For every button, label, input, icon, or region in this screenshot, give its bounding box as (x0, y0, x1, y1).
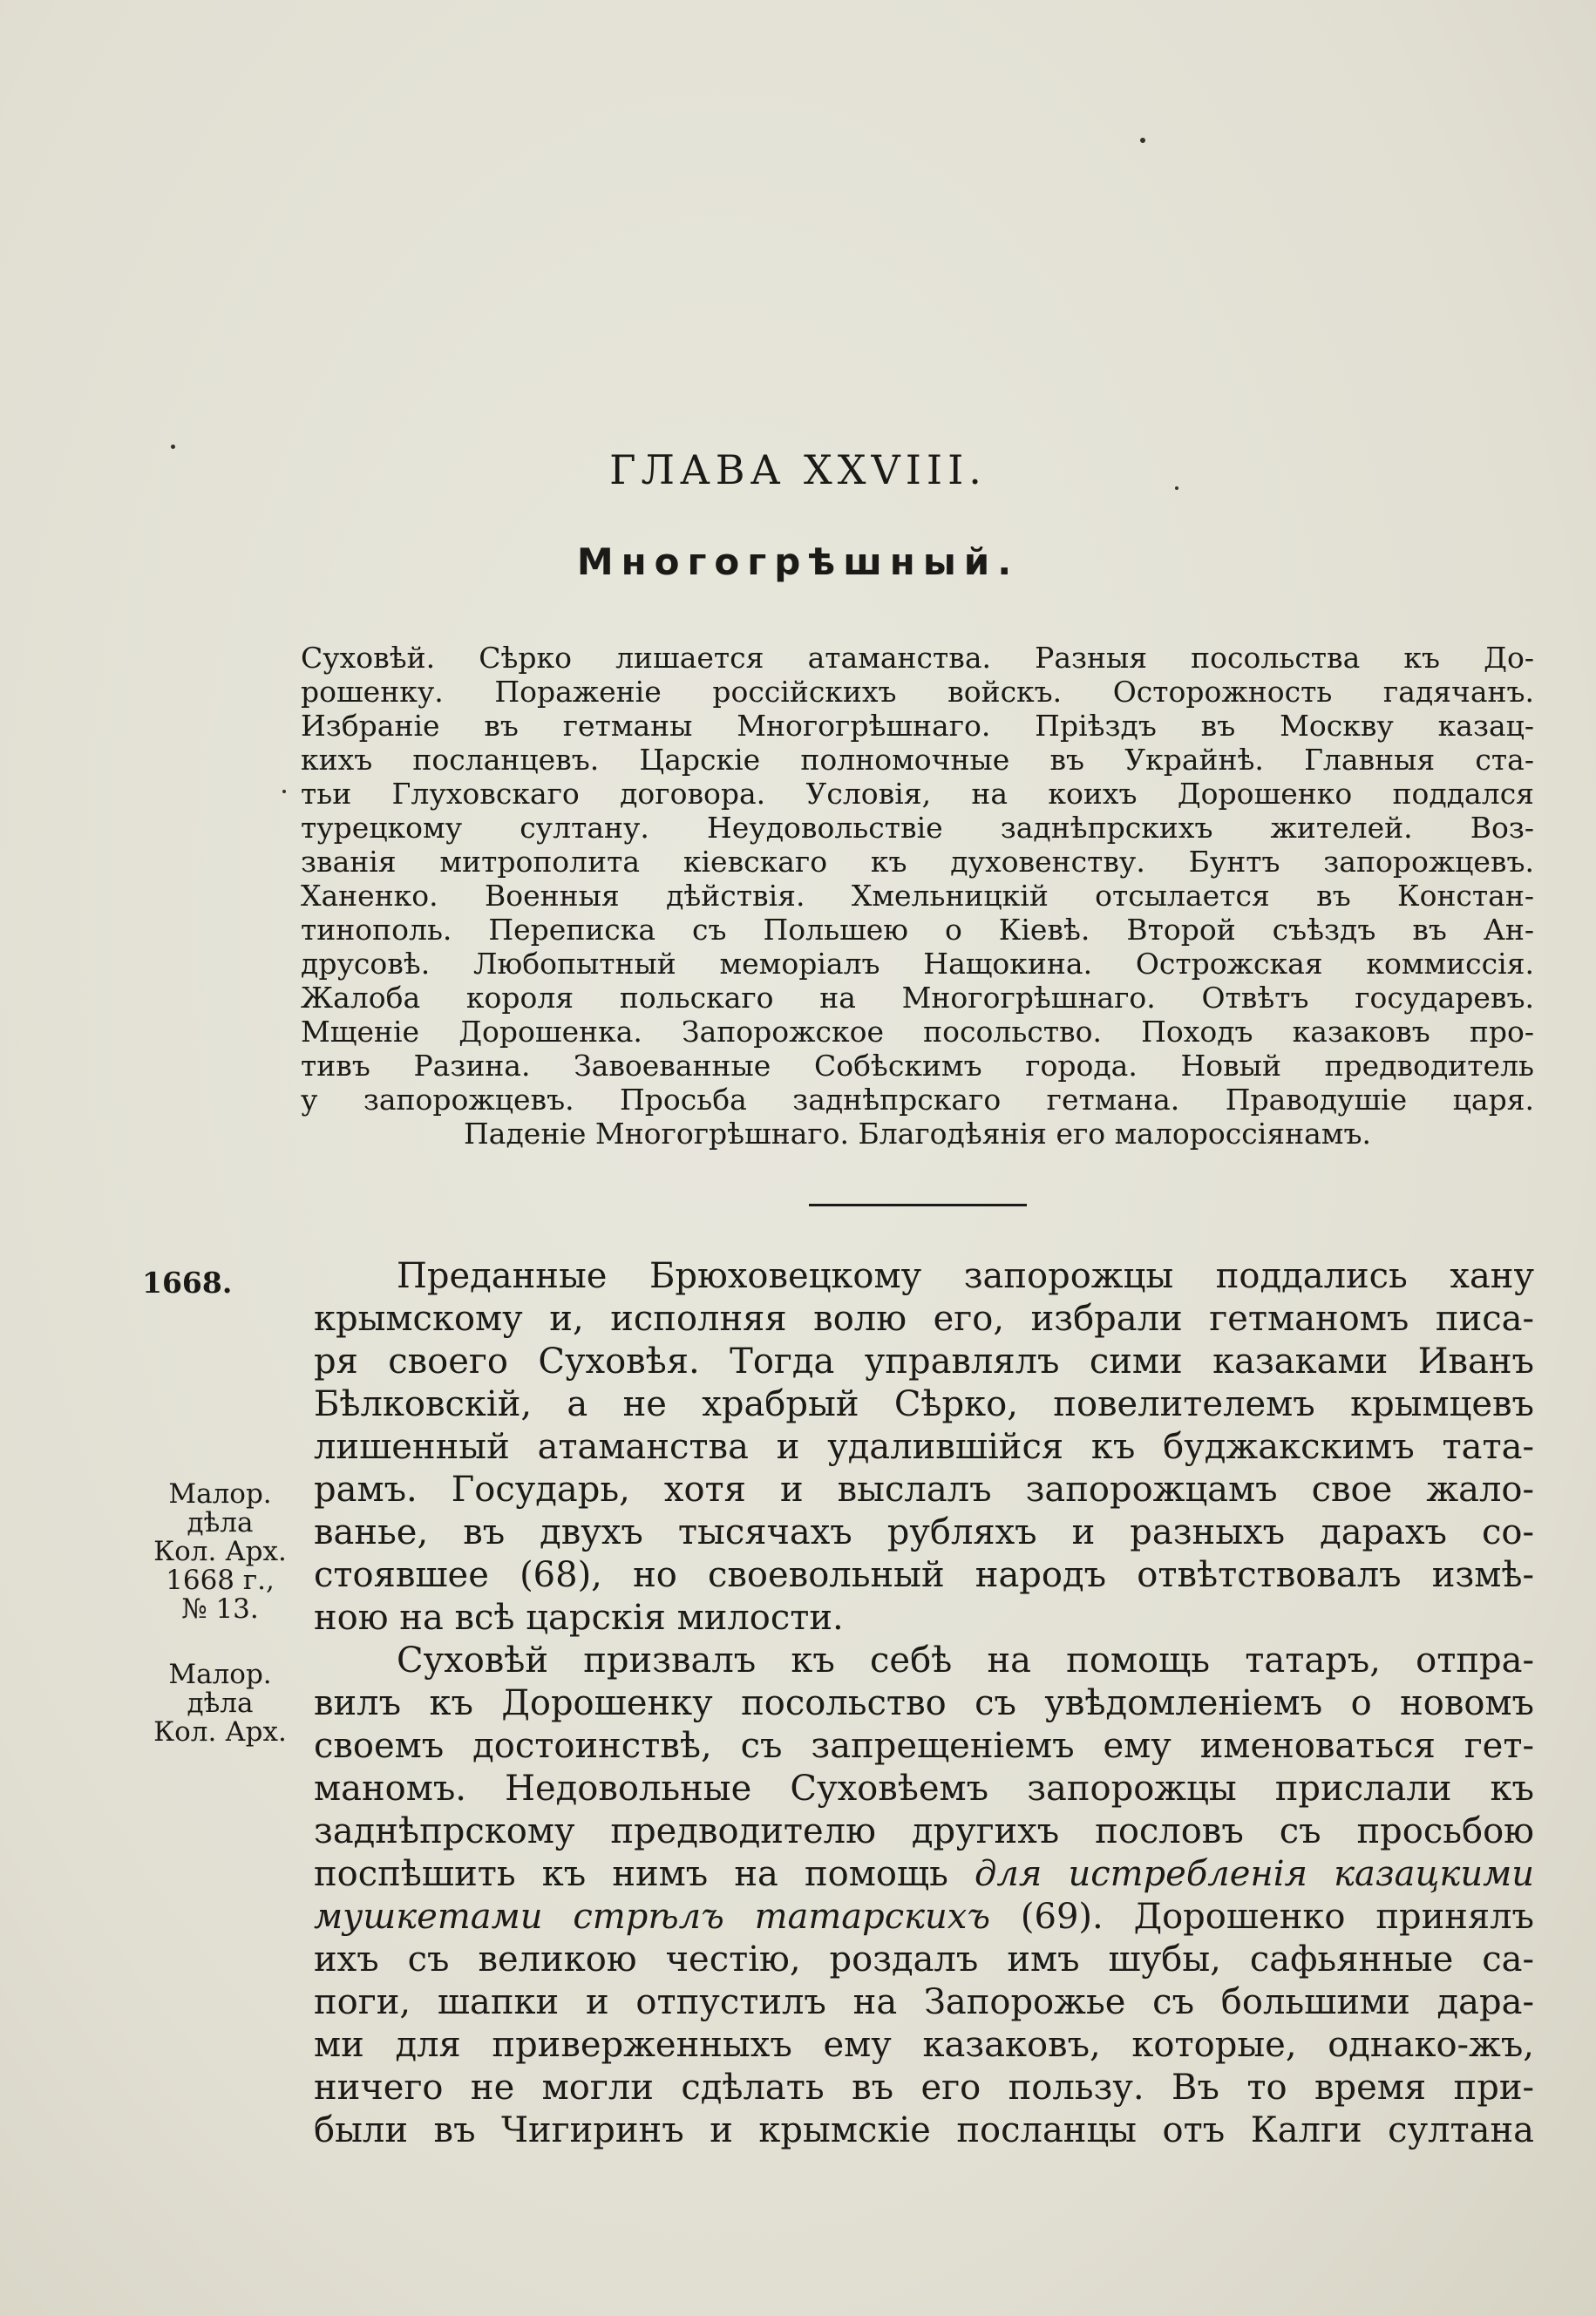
chapter-heading: ГЛАВА XXVIII. (609, 446, 987, 493)
summary-line: Суховѣй. Сѣрко лишается атаманства. Разныя посольства къ До- (301, 641, 1534, 675)
summary-line: турецкому султану. Неудовольствіе заднѣпрскихъ жителей. Воз- (301, 811, 1534, 845)
margin-note-2 (131, 1661, 309, 1747)
body-line: были въ Чигиринъ и крымскіе посланцы отъ Калги султана (314, 2110, 1534, 2150)
body-line: ря своего Суховѣя. Тогда управлялъ сими казаками Иванъ (314, 1341, 1534, 1382)
summary-line: кихъ посланцевъ. Царскіе полномочные въ Украйнѣ. Главныя ста- (301, 743, 1534, 777)
margin-note-1 (131, 1480, 309, 1624)
body-text (314, 1255, 1534, 2152)
margin-note-line: дѣла (187, 1507, 254, 1538)
summary-line: Паденіе Многогрѣшнаго. Благодѣянія его малороссіянамъ. (464, 1117, 1371, 1151)
body-line-mixed (314, 1896, 1534, 1939)
body-line: Бѣлковскій, а не храбрый Сѣрко, повелителемъ крымцевъ (314, 1384, 1534, 1424)
margin-year: 1668. (142, 1266, 233, 1300)
summary-line: Мщеніе Дорошенка. Запорожское посольство. Походъ казаковъ про- (301, 1015, 1534, 1049)
body-line: крымскому и, исполняя волю его, избрали гетманомъ писа- (314, 1299, 1534, 1339)
summary-line: Избраніе въ гетманы Многогрѣшнаго. Пріѣздъ въ Москву казац- (301, 709, 1534, 743)
chapter-summary (301, 641, 1534, 1151)
summary-line: Ханенко. Военныя дѣйствія. Хмельницкій отсылается въ Констан- (301, 879, 1534, 913)
body-line: своемъ достоинствѣ, съ запрещеніемъ ему именоваться гет- (314, 1726, 1534, 1766)
summary-line: друсовѣ. Любопытный меморіалъ Нащокина. Острожская коммиссія. (301, 947, 1534, 981)
margin-note-line: Кол. Арх. (153, 1716, 287, 1748)
margin-note-line: 1668 г., (166, 1565, 275, 1596)
section-divider (809, 1204, 1027, 1206)
body-text-run: поспѣшить къ нимъ на помощь (314, 1854, 948, 1894)
body-line: ною на всѣ царскія милости. (314, 1598, 844, 1638)
summary-line: тинополь. Переписка съ Польшею о Кіевѣ. Второй съѣздъ въ Ан- (301, 913, 1534, 947)
body-line: стоявшее (68), но своевольный народъ отвѣтствовалъ измѣ- (314, 1555, 1534, 1595)
chapter-title: Многогрѣшный. (576, 540, 1020, 583)
body-italic-run: для истребленія казацкими (975, 1854, 1535, 1894)
body-line: Суховѣй призвалъ къ себѣ на помощь татаръ, отпра- (397, 1640, 1534, 1681)
summary-line: рошенку. Пораженіе россійскихъ войскъ. Осторожность гадячанъ. (301, 675, 1534, 709)
body-line: Преданные Брюховецкому запорожцы поддались хану (397, 1256, 1534, 1296)
margin-note-line: № 13. (181, 1593, 259, 1625)
summary-line: тивъ Разина. Завоеванные Собѣскимъ города. Новый предводитель (301, 1049, 1534, 1083)
body-line: заднѣпрскому предводителю другихъ пословъ съ просьбою (314, 1811, 1534, 1851)
summary-line: Жалоба короля польскаго на Многогрѣшнаго. Отвѣтъ государевъ. (301, 981, 1534, 1015)
margin-note-line: Малор. (168, 1659, 272, 1690)
body-line: ничего не могли сдѣлать въ его пользу. Въ то время при- (314, 2068, 1534, 2108)
body-line: рамъ. Государь, хотя и выслалъ запорожцамъ свое жало- (314, 1470, 1534, 1510)
body-line: вилъ къ Дорошенку посольство съ увѣдомленіемъ о новомъ (314, 1683, 1534, 1723)
body-line: поги, шапки и отпустилъ на Запорожье съ большими дара- (314, 1982, 1534, 2022)
body-line: лишенный атаманства и удалившійся къ буджакскимъ тата- (314, 1427, 1534, 1467)
summary-line: тьи Глуховскаго договора. Условія, на коихъ Дорошенко поддался (301, 777, 1534, 811)
speck (1140, 138, 1145, 143)
body-text-run: (69). Дорошенко принялъ (1020, 1897, 1534, 1937)
body-line: ми для приверженныхъ ему казаковъ, которые, однако-жъ, (314, 2025, 1534, 2065)
speck (282, 790, 286, 793)
summary-line: у запорожцевъ. Просьба заднѣпрскаго гетмана. Праводушіе царя. (301, 1083, 1534, 1117)
body-line: ванье, въ двухъ тысячахъ рубляхъ и разныхъ дарахъ со- (314, 1512, 1534, 1552)
margin-note-line: Малор. (168, 1478, 272, 1510)
margin-note-line: Кол. Арх. (153, 1536, 287, 1567)
body-italic-run: мушкетами стрѣлъ татарскихъ (314, 1897, 991, 1937)
body-line: маномъ. Недовольные Суховѣемъ запорожцы прислали къ (314, 1769, 1534, 1809)
margin-note-line: дѣла (187, 1688, 254, 1719)
summary-line: званія митрополита кіевскаго къ духовенству. Бунтъ запорожцевъ. (301, 845, 1534, 879)
body-line-mixed (314, 1853, 1534, 1896)
body-line: ихъ съ великою честію, роздалъ имъ шубы, сафьянные са- (314, 1939, 1534, 1980)
